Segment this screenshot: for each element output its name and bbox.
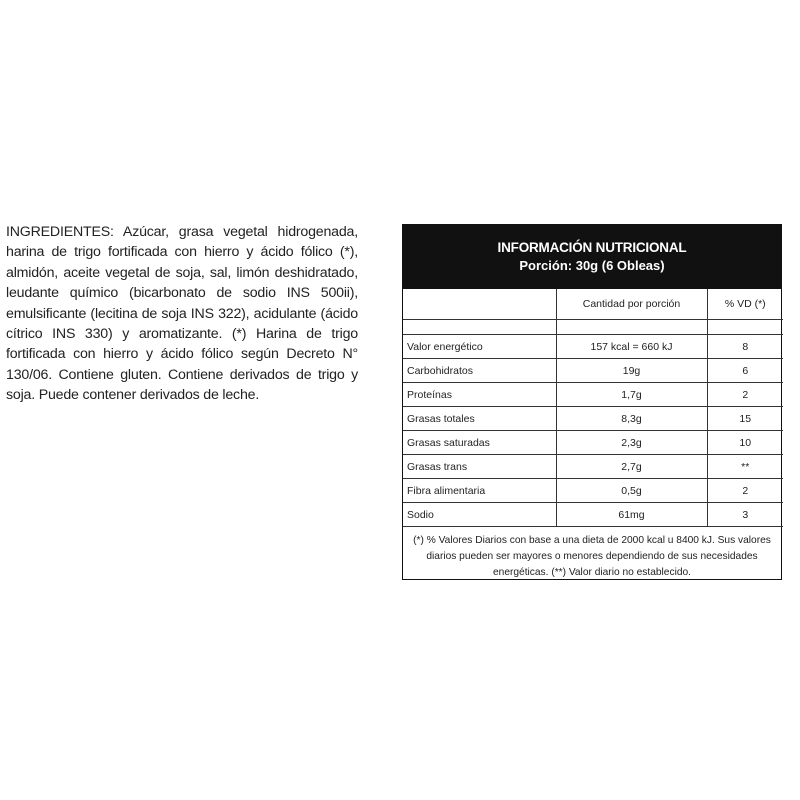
nutrition-facts-panel (402, 224, 782, 580)
table-row (403, 479, 783, 503)
ingredients-text: INGREDIENTES: Azúcar, grasa vegetal hidrogenada, harina de trigo fortificada con hierro y ácido fólico (*), almidón, aceite vegetal de soja, sal, limón deshidratado, leudante químico (bicarbonato de sodio INS 500ii), emulsificante (lecitina de soja INS 322), acidulante (ácido cítrico INS 330) y aromatizante. (*) Harina de trigo fortificada con hierro y ácido fólico según Decreto N° 130/06. Contiene gluten. Contiene derivados de trigo y soja. Puede contener derivados de leche. (6, 224, 358, 404)
nutrient-amount: 157 kcal = 660 kJ (556, 335, 707, 359)
nutrient-vd: 3 (707, 503, 783, 527)
nutrient-vd: 6 (707, 359, 783, 383)
nutrient-vd: 10 (707, 431, 783, 455)
column-header-vd: % VD (*) (707, 289, 783, 320)
table-row (403, 407, 783, 431)
nutrient-vd: ** (707, 455, 783, 479)
nutrient-amount: 2,3g (556, 431, 707, 455)
column-header-amount: Cantidad por porción (556, 289, 707, 320)
nutrient-amount: 19g (556, 359, 707, 383)
column-header-nutrient (403, 289, 556, 320)
portion-size: Porción: 30g (6 Obleas) (519, 258, 665, 273)
nutrient-amount: 0,5g (556, 479, 707, 503)
table-row (403, 335, 783, 359)
nutrient-name: Fibra alimentaria (403, 479, 556, 503)
nutrient-amount: 61mg (556, 503, 707, 527)
table-header-row (403, 289, 783, 320)
table-row (403, 455, 783, 479)
table-row (403, 431, 783, 455)
nutrient-vd: 2 (707, 383, 783, 407)
nutrient-name: Valor energético (403, 335, 556, 359)
nutrient-name: Grasas trans (403, 455, 556, 479)
nutrient-amount: 1,7g (556, 383, 707, 407)
table-spacer-row (403, 320, 783, 335)
nutrient-vd: 8 (707, 335, 783, 359)
table-row (403, 383, 783, 407)
nutrient-name: Grasas saturadas (403, 431, 556, 455)
table-row (403, 359, 783, 383)
nutrient-name: Proteínas (403, 383, 556, 407)
nutrition-table (403, 289, 783, 527)
table-row (403, 503, 783, 527)
nutrient-vd: 2 (707, 479, 783, 503)
nutrient-vd: 15 (707, 407, 783, 431)
nutrition-footnote: (*) % Valores Diarios con base a una dieta de 2000 kcal u 8400 kJ. Sus valores diarios pueden ser mayores o menores dependiendo de sus necesidades energéticas. (**) Valor diario no establecido. (413, 535, 771, 578)
nutrient-name: Grasas totales (403, 407, 556, 431)
nutrient-amount: 8,3g (556, 407, 707, 431)
nutrition-header (403, 225, 781, 289)
nutrient-name: Sodio (403, 503, 556, 527)
nutrient-amount: 2,7g (556, 455, 707, 479)
nutrition-title: INFORMACIÓN NUTRICIONAL (497, 240, 687, 255)
nutrient-name: Carbohidratos (403, 359, 556, 383)
